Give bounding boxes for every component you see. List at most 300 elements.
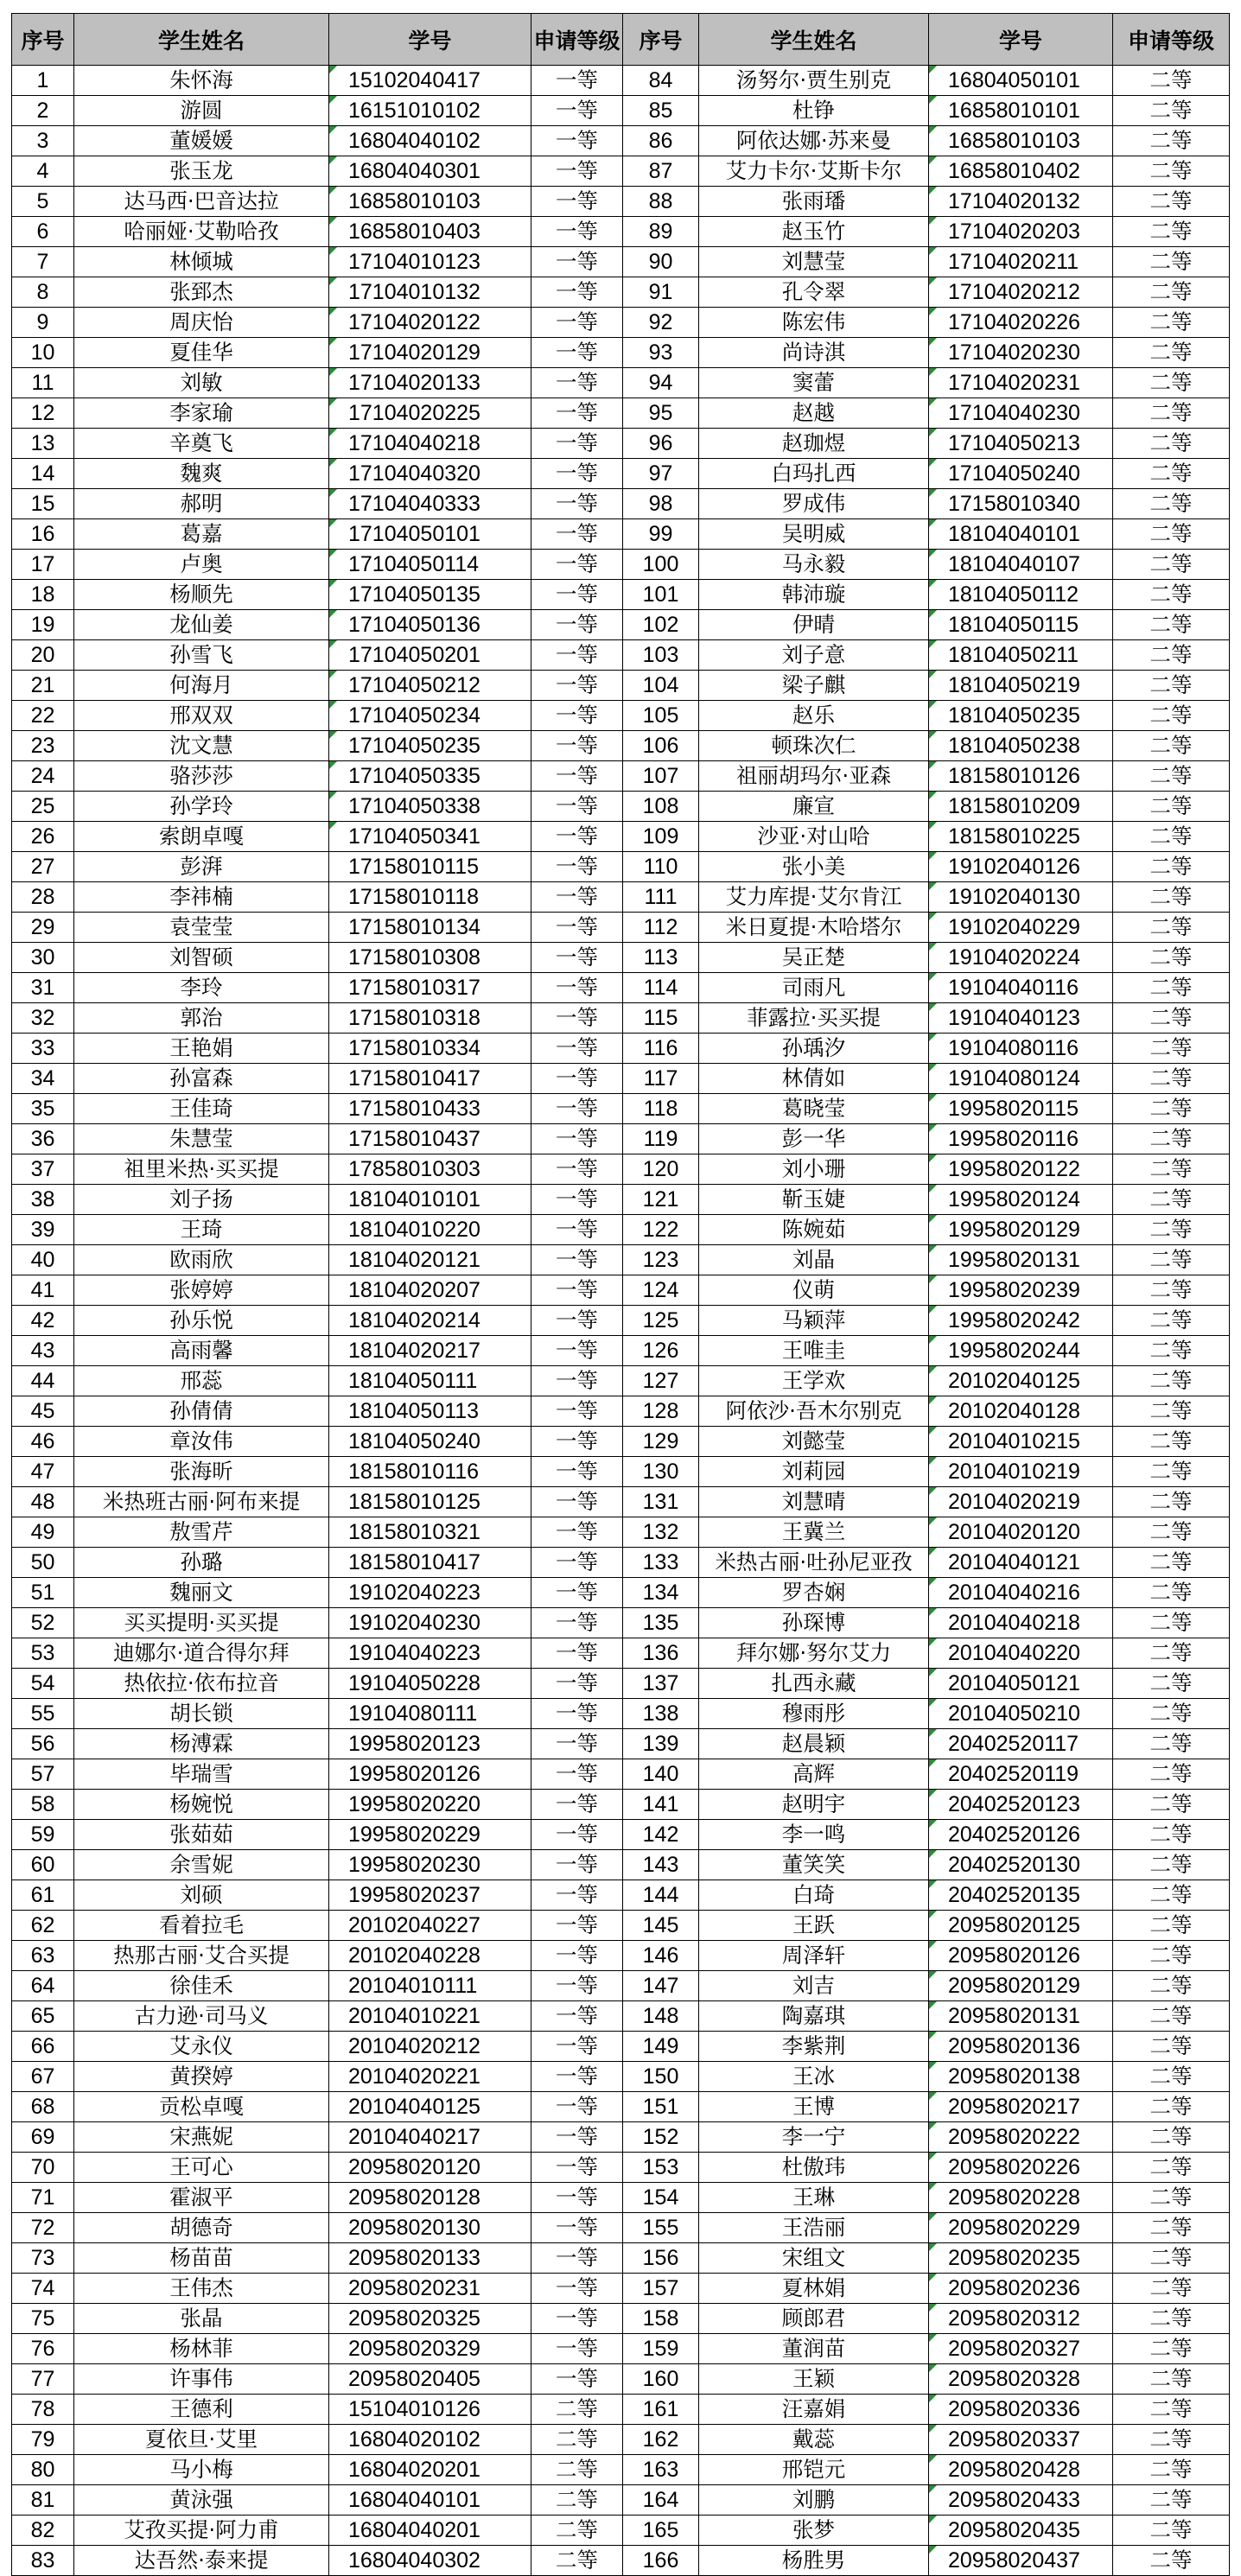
left-index-cell[interactable]: [12, 1911, 74, 1941]
right-student-id-cell[interactable]: [929, 973, 1113, 1003]
right-student-id-cell[interactable]: [929, 701, 1113, 731]
right-grade-cell[interactable]: [1113, 2001, 1230, 2032]
right-grade-cell[interactable]: [1113, 1336, 1230, 1366]
left-grade-cell[interactable]: [531, 1154, 623, 1185]
left-student-id-cell[interactable]: [329, 2062, 531, 2092]
left-name-cell[interactable]: [74, 1034, 329, 1064]
right-grade-cell[interactable]: [1113, 1578, 1230, 1608]
left-name-cell[interactable]: [74, 2516, 329, 2546]
right-name-cell[interactable]: [699, 761, 929, 792]
left-student-id-cell[interactable]: [329, 2485, 531, 2516]
left-student-id-cell[interactable]: [329, 2153, 531, 2183]
left-name-cell[interactable]: [74, 2425, 329, 2455]
right-grade-cell[interactable]: [1113, 1185, 1230, 1215]
right-name-cell[interactable]: [699, 2364, 929, 2395]
right-grade-cell[interactable]: [1113, 2274, 1230, 2304]
right-grade-cell[interactable]: [1113, 822, 1230, 852]
left-student-id-cell[interactable]: [329, 308, 531, 338]
right-student-id-cell[interactable]: [929, 822, 1113, 852]
left-name-cell[interactable]: [74, 2122, 329, 2153]
left-grade-cell[interactable]: [531, 519, 623, 550]
right-grade-cell[interactable]: [1113, 1154, 1230, 1185]
right-index-cell[interactable]: [623, 2485, 699, 2516]
right-grade-cell[interactable]: [1113, 277, 1230, 308]
right-index-cell[interactable]: [623, 1064, 699, 1094]
left-index-cell[interactable]: [12, 126, 74, 156]
left-name-cell[interactable]: [74, 792, 329, 822]
right-index-cell[interactable]: [623, 1790, 699, 1820]
left-index-cell[interactable]: [12, 550, 74, 580]
left-grade-cell[interactable]: [531, 2364, 623, 2395]
left-index-cell[interactable]: [12, 1850, 74, 1880]
right-name-cell[interactable]: [699, 2032, 929, 2062]
right-grade-cell[interactable]: [1113, 1759, 1230, 1790]
right-grade-cell[interactable]: [1113, 2122, 1230, 2153]
right-index-cell[interactable]: [623, 1971, 699, 2001]
left-student-id-cell[interactable]: [329, 2001, 531, 2032]
right-name-cell[interactable]: [699, 2304, 929, 2334]
right-name-cell[interactable]: [699, 610, 929, 640]
left-student-id-cell[interactable]: [329, 1366, 531, 1396]
left-grade-cell[interactable]: [531, 1306, 623, 1336]
left-student-id-cell[interactable]: [329, 852, 531, 882]
left-student-id-cell[interactable]: [329, 1427, 531, 1457]
right-grade-cell[interactable]: [1113, 2153, 1230, 2183]
right-grade-cell[interactable]: [1113, 1699, 1230, 1729]
right-grade-cell[interactable]: [1113, 671, 1230, 701]
right-student-id-cell[interactable]: [929, 247, 1113, 277]
left-grade-cell[interactable]: [531, 550, 623, 580]
left-student-id-cell[interactable]: [329, 2546, 531, 2576]
left-name-cell[interactable]: [74, 1759, 329, 1790]
left-index-cell[interactable]: [12, 429, 74, 459]
right-student-id-cell[interactable]: [929, 1638, 1113, 1669]
right-student-id-cell[interactable]: [929, 368, 1113, 398]
left-name-cell[interactable]: [74, 156, 329, 187]
left-student-id-cell[interactable]: [329, 1911, 531, 1941]
right-index-cell[interactable]: [623, 2364, 699, 2395]
left-grade-cell[interactable]: [531, 429, 623, 459]
right-index-cell[interactable]: [623, 1003, 699, 1034]
left-index-cell[interactable]: [12, 1215, 74, 1245]
right-name-cell[interactable]: [699, 580, 929, 610]
left-grade-cell[interactable]: [531, 1578, 623, 1608]
left-index-cell[interactable]: [12, 308, 74, 338]
right-student-id-cell[interactable]: [929, 277, 1113, 308]
left-grade-cell[interactable]: [531, 1003, 623, 1034]
right-student-id-cell[interactable]: [929, 1064, 1113, 1094]
right-student-id-cell[interactable]: [929, 640, 1113, 671]
left-index-cell[interactable]: [12, 822, 74, 852]
right-name-cell[interactable]: [699, 852, 929, 882]
right-grade-cell[interactable]: [1113, 2183, 1230, 2213]
left-name-cell[interactable]: [74, 2334, 329, 2364]
left-name-cell[interactable]: [74, 1638, 329, 1669]
left-grade-cell[interactable]: [531, 2334, 623, 2364]
right-student-id-cell[interactable]: [929, 1034, 1113, 1064]
right-grade-cell[interactable]: [1113, 640, 1230, 671]
right-grade-cell[interactable]: [1113, 459, 1230, 489]
left-name-cell[interactable]: [74, 247, 329, 277]
left-name-cell[interactable]: [74, 126, 329, 156]
right-grade-cell[interactable]: [1113, 66, 1230, 96]
right-name-cell[interactable]: [699, 882, 929, 913]
right-name-cell[interactable]: [699, 2485, 929, 2516]
left-student-id-cell[interactable]: [329, 2243, 531, 2274]
left-student-id-cell[interactable]: [329, 1548, 531, 1578]
left-name-cell[interactable]: [74, 398, 329, 429]
left-grade-cell[interactable]: [531, 1790, 623, 1820]
right-index-cell[interactable]: [623, 580, 699, 610]
right-student-id-cell[interactable]: [929, 1517, 1113, 1548]
right-index-cell[interactable]: [623, 1215, 699, 1245]
right-student-id-cell[interactable]: [929, 1729, 1113, 1759]
left-student-id-cell[interactable]: [329, 2516, 531, 2546]
right-student-id-cell[interactable]: [929, 1487, 1113, 1517]
left-index-cell[interactable]: [12, 1396, 74, 1427]
left-grade-cell[interactable]: [531, 1034, 623, 1064]
right-grade-cell[interactable]: [1113, 1003, 1230, 1034]
left-student-id-cell[interactable]: [329, 1124, 531, 1154]
left-student-id-cell[interactable]: [329, 1336, 531, 1366]
right-name-cell[interactable]: [699, 1185, 929, 1215]
right-grade-cell[interactable]: [1113, 368, 1230, 398]
right-student-id-cell[interactable]: [929, 671, 1113, 701]
right-index-cell[interactable]: [623, 2395, 699, 2425]
left-grade-cell[interactable]: [531, 792, 623, 822]
right-name-cell[interactable]: [699, 1003, 929, 1034]
right-grade-cell[interactable]: [1113, 1911, 1230, 1941]
right-student-id-cell[interactable]: [929, 519, 1113, 550]
right-name-cell[interactable]: [699, 96, 929, 126]
left-name-cell[interactable]: [74, 2243, 329, 2274]
right-student-id-cell[interactable]: [929, 1094, 1113, 1124]
right-name-cell[interactable]: [699, 1608, 929, 1638]
right-grade-cell[interactable]: [1113, 489, 1230, 519]
right-student-id-cell[interactable]: [929, 1396, 1113, 1427]
left-name-cell[interactable]: [74, 459, 329, 489]
right-student-id-cell[interactable]: [929, 489, 1113, 519]
right-index-cell[interactable]: [623, 2334, 699, 2364]
right-student-id-cell[interactable]: [929, 66, 1113, 96]
left-grade-cell[interactable]: [531, 338, 623, 368]
left-name-cell[interactable]: [74, 1457, 329, 1487]
right-student-id-cell[interactable]: [929, 2304, 1113, 2334]
left-student-id-cell[interactable]: [329, 277, 531, 308]
right-index-cell[interactable]: [623, 2546, 699, 2576]
right-grade-cell[interactable]: [1113, 550, 1230, 580]
left-grade-cell[interactable]: [531, 2001, 623, 2032]
right-student-id-cell[interactable]: [929, 2153, 1113, 2183]
right-grade-cell[interactable]: [1113, 1215, 1230, 1245]
left-index-cell[interactable]: [12, 247, 74, 277]
left-student-id-cell[interactable]: [329, 731, 531, 761]
left-grade-cell[interactable]: [531, 1638, 623, 1669]
right-index-cell[interactable]: [623, 187, 699, 217]
left-name-cell[interactable]: [74, 852, 329, 882]
left-student-id-cell[interactable]: [329, 459, 531, 489]
left-grade-cell[interactable]: [531, 1699, 623, 1729]
right-name-cell[interactable]: [699, 1971, 929, 2001]
right-student-id-cell[interactable]: [929, 1306, 1113, 1336]
left-name-cell[interactable]: [74, 822, 329, 852]
right-student-id-cell[interactable]: [929, 2213, 1113, 2243]
left-index-cell[interactable]: [12, 1790, 74, 1820]
left-index-cell[interactable]: [12, 2183, 74, 2213]
right-name-cell[interactable]: [699, 398, 929, 429]
right-name-cell[interactable]: [699, 792, 929, 822]
right-grade-cell[interactable]: [1113, 761, 1230, 792]
left-index-cell[interactable]: [12, 2455, 74, 2485]
left-student-id-cell[interactable]: [329, 1820, 531, 1850]
left-name-cell[interactable]: [74, 1427, 329, 1457]
left-index-cell[interactable]: [12, 187, 74, 217]
right-grade-cell[interactable]: [1113, 1427, 1230, 1457]
left-grade-cell[interactable]: [531, 1669, 623, 1699]
left-grade-cell[interactable]: [531, 96, 623, 126]
right-index-cell[interactable]: [623, 398, 699, 429]
left-student-id-cell[interactable]: [329, 338, 531, 368]
right-index-cell[interactable]: [623, 2304, 699, 2334]
right-index-cell[interactable]: [623, 217, 699, 247]
left-student-id-cell[interactable]: [329, 1275, 531, 1306]
left-index-cell[interactable]: [12, 580, 74, 610]
right-index-cell[interactable]: [623, 1034, 699, 1064]
left-student-id-cell[interactable]: [329, 1034, 531, 1064]
left-name-cell[interactable]: [74, 882, 329, 913]
left-student-id-cell[interactable]: [329, 1517, 531, 1548]
left-name-cell[interactable]: [74, 1971, 329, 2001]
left-index-cell[interactable]: [12, 217, 74, 247]
right-name-cell[interactable]: [699, 2062, 929, 2092]
left-grade-cell[interactable]: [531, 1548, 623, 1578]
right-index-cell[interactable]: [623, 2122, 699, 2153]
right-student-id-cell[interactable]: [929, 1669, 1113, 1699]
left-index-cell[interactable]: [12, 973, 74, 1003]
left-student-id-cell[interactable]: [329, 973, 531, 1003]
left-name-cell[interactable]: [74, 519, 329, 550]
right-student-id-cell[interactable]: [929, 550, 1113, 580]
left-index-cell[interactable]: [12, 1185, 74, 1215]
left-index-cell[interactable]: [12, 701, 74, 731]
left-grade-cell[interactable]: [531, 489, 623, 519]
left-name-cell[interactable]: [74, 1245, 329, 1275]
left-index-cell[interactable]: [12, 761, 74, 792]
right-name-cell[interactable]: [699, 822, 929, 852]
left-index-cell[interactable]: [12, 1457, 74, 1487]
left-index-cell[interactable]: [12, 1487, 74, 1517]
left-grade-cell[interactable]: [531, 2395, 623, 2425]
left-student-id-cell[interactable]: [329, 1941, 531, 1971]
left-grade-cell[interactable]: [531, 2304, 623, 2334]
right-grade-cell[interactable]: [1113, 126, 1230, 156]
left-grade-cell[interactable]: [531, 2425, 623, 2455]
left-grade-cell[interactable]: [531, 1366, 623, 1396]
right-name-cell[interactable]: [699, 2425, 929, 2455]
right-index-cell[interactable]: [623, 1880, 699, 1911]
right-grade-cell[interactable]: [1113, 580, 1230, 610]
right-student-id-cell[interactable]: [929, 852, 1113, 882]
right-name-cell[interactable]: [699, 1034, 929, 1064]
right-name-cell[interactable]: [699, 1941, 929, 1971]
right-grade-cell[interactable]: [1113, 2062, 1230, 2092]
right-name-cell[interactable]: [699, 671, 929, 701]
right-name-cell[interactable]: [699, 2334, 929, 2364]
left-name-cell[interactable]: [74, 429, 329, 459]
left-grade-cell[interactable]: [531, 2455, 623, 2485]
right-index-cell[interactable]: [623, 1850, 699, 1880]
left-grade-cell[interactable]: [531, 2546, 623, 2576]
left-index-cell[interactable]: [12, 1759, 74, 1790]
right-index-cell[interactable]: [623, 792, 699, 822]
right-name-cell[interactable]: [699, 943, 929, 973]
right-student-id-cell[interactable]: [929, 1699, 1113, 1729]
right-student-id-cell[interactable]: [929, 1911, 1113, 1941]
right-student-id-cell[interactable]: [929, 1820, 1113, 1850]
right-index-cell[interactable]: [623, 913, 699, 943]
right-name-cell[interactable]: [699, 247, 929, 277]
left-student-id-cell[interactable]: [329, 671, 531, 701]
left-grade-cell[interactable]: [531, 2516, 623, 2546]
right-grade-cell[interactable]: [1113, 1971, 1230, 2001]
right-student-id-cell[interactable]: [929, 2092, 1113, 2122]
right-student-id-cell[interactable]: [929, 1941, 1113, 1971]
right-name-cell[interactable]: [699, 1850, 929, 1880]
right-index-cell[interactable]: [623, 1608, 699, 1638]
left-name-cell[interactable]: [74, 2485, 329, 2516]
left-name-cell[interactable]: [74, 1215, 329, 1245]
left-name-cell[interactable]: [74, 338, 329, 368]
right-index-cell[interactable]: [623, 96, 699, 126]
left-index-cell[interactable]: [12, 489, 74, 519]
right-grade-cell[interactable]: [1113, 1638, 1230, 1669]
right-grade-cell[interactable]: [1113, 1669, 1230, 1699]
right-index-cell[interactable]: [623, 2001, 699, 2032]
right-name-cell[interactable]: [699, 2243, 929, 2274]
left-index-cell[interactable]: [12, 1971, 74, 2001]
right-student-id-cell[interactable]: [929, 1427, 1113, 1457]
left-name-cell[interactable]: [74, 1850, 329, 1880]
right-name-cell[interactable]: [699, 308, 929, 338]
left-index-cell[interactable]: [12, 1729, 74, 1759]
left-index-cell[interactable]: [12, 2274, 74, 2304]
right-grade-cell[interactable]: [1113, 247, 1230, 277]
right-name-cell[interactable]: [699, 731, 929, 761]
right-student-id-cell[interactable]: [929, 2183, 1113, 2213]
right-name-cell[interactable]: [699, 701, 929, 731]
right-name-cell[interactable]: [699, 187, 929, 217]
right-student-id-cell[interactable]: [929, 792, 1113, 822]
left-student-id-cell[interactable]: [329, 2122, 531, 2153]
left-student-id-cell[interactable]: [329, 1487, 531, 1517]
left-grade-cell[interactable]: [531, 217, 623, 247]
left-grade-cell[interactable]: [531, 731, 623, 761]
right-grade-cell[interactable]: [1113, 2455, 1230, 2485]
right-index-cell[interactable]: [623, 1578, 699, 1608]
left-index-cell[interactable]: [12, 1064, 74, 1094]
right-name-cell[interactable]: [699, 550, 929, 580]
right-student-id-cell[interactable]: [929, 2455, 1113, 2485]
right-grade-cell[interactable]: [1113, 2425, 1230, 2455]
right-student-id-cell[interactable]: [929, 2516, 1113, 2546]
right-student-id-cell[interactable]: [929, 2425, 1113, 2455]
right-student-id-cell[interactable]: [929, 1275, 1113, 1306]
left-name-cell[interactable]: [74, 2455, 329, 2485]
left-student-id-cell[interactable]: [329, 1578, 531, 1608]
right-student-id-cell[interactable]: [929, 2546, 1113, 2576]
right-grade-cell[interactable]: [1113, 1548, 1230, 1578]
right-name-cell[interactable]: [699, 489, 929, 519]
left-grade-cell[interactable]: [531, 852, 623, 882]
left-grade-cell[interactable]: [531, 1336, 623, 1366]
left-index-cell[interactable]: [12, 882, 74, 913]
right-index-cell[interactable]: [623, 1366, 699, 1396]
right-index-cell[interactable]: [623, 1941, 699, 1971]
right-student-id-cell[interactable]: [929, 1124, 1113, 1154]
right-name-cell[interactable]: [699, 1275, 929, 1306]
right-grade-cell[interactable]: [1113, 973, 1230, 1003]
left-student-id-cell[interactable]: [329, 580, 531, 610]
right-index-cell[interactable]: [623, 368, 699, 398]
right-grade-cell[interactable]: [1113, 731, 1230, 761]
left-name-cell[interactable]: [74, 2546, 329, 2576]
left-student-id-cell[interactable]: [329, 1154, 531, 1185]
left-student-id-cell[interactable]: [329, 1064, 531, 1094]
left-name-cell[interactable]: [74, 1064, 329, 1094]
right-name-cell[interactable]: [699, 1517, 929, 1548]
right-grade-cell[interactable]: [1113, 1850, 1230, 1880]
right-grade-cell[interactable]: [1113, 187, 1230, 217]
left-student-id-cell[interactable]: [329, 1638, 531, 1669]
right-name-cell[interactable]: [699, 2183, 929, 2213]
left-name-cell[interactable]: [74, 580, 329, 610]
right-index-cell[interactable]: [623, 1669, 699, 1699]
left-grade-cell[interactable]: [531, 1517, 623, 1548]
left-name-cell[interactable]: [74, 2213, 329, 2243]
right-name-cell[interactable]: [699, 368, 929, 398]
right-index-cell[interactable]: [623, 2183, 699, 2213]
right-student-id-cell[interactable]: [929, 156, 1113, 187]
right-grade-cell[interactable]: [1113, 2516, 1230, 2546]
left-grade-cell[interactable]: [531, 1245, 623, 1275]
left-name-cell[interactable]: [74, 701, 329, 731]
left-grade-cell[interactable]: [531, 1759, 623, 1790]
left-index-cell[interactable]: [12, 913, 74, 943]
right-student-id-cell[interactable]: [929, 1185, 1113, 1215]
left-name-cell[interactable]: [74, 368, 329, 398]
left-index-cell[interactable]: [12, 338, 74, 368]
right-index-cell[interactable]: [623, 1487, 699, 1517]
right-student-id-cell[interactable]: [929, 882, 1113, 913]
left-index-cell[interactable]: [12, 731, 74, 761]
left-name-cell[interactable]: [74, 1003, 329, 1034]
left-student-id-cell[interactable]: [329, 1245, 531, 1275]
right-index-cell[interactable]: [623, 550, 699, 580]
right-index-cell[interactable]: [623, 671, 699, 701]
right-index-cell[interactable]: [623, 519, 699, 550]
right-student-id-cell[interactable]: [929, 126, 1113, 156]
right-name-cell[interactable]: [699, 640, 929, 671]
left-name-cell[interactable]: [74, 2092, 329, 2122]
right-index-cell[interactable]: [623, 1396, 699, 1427]
right-student-id-cell[interactable]: [929, 2274, 1113, 2304]
left-student-id-cell[interactable]: [329, 1003, 531, 1034]
right-index-cell[interactable]: [623, 156, 699, 187]
left-grade-cell[interactable]: [531, 156, 623, 187]
left-index-cell[interactable]: [12, 2062, 74, 2092]
right-grade-cell[interactable]: [1113, 792, 1230, 822]
right-index-cell[interactable]: [623, 1245, 699, 1275]
